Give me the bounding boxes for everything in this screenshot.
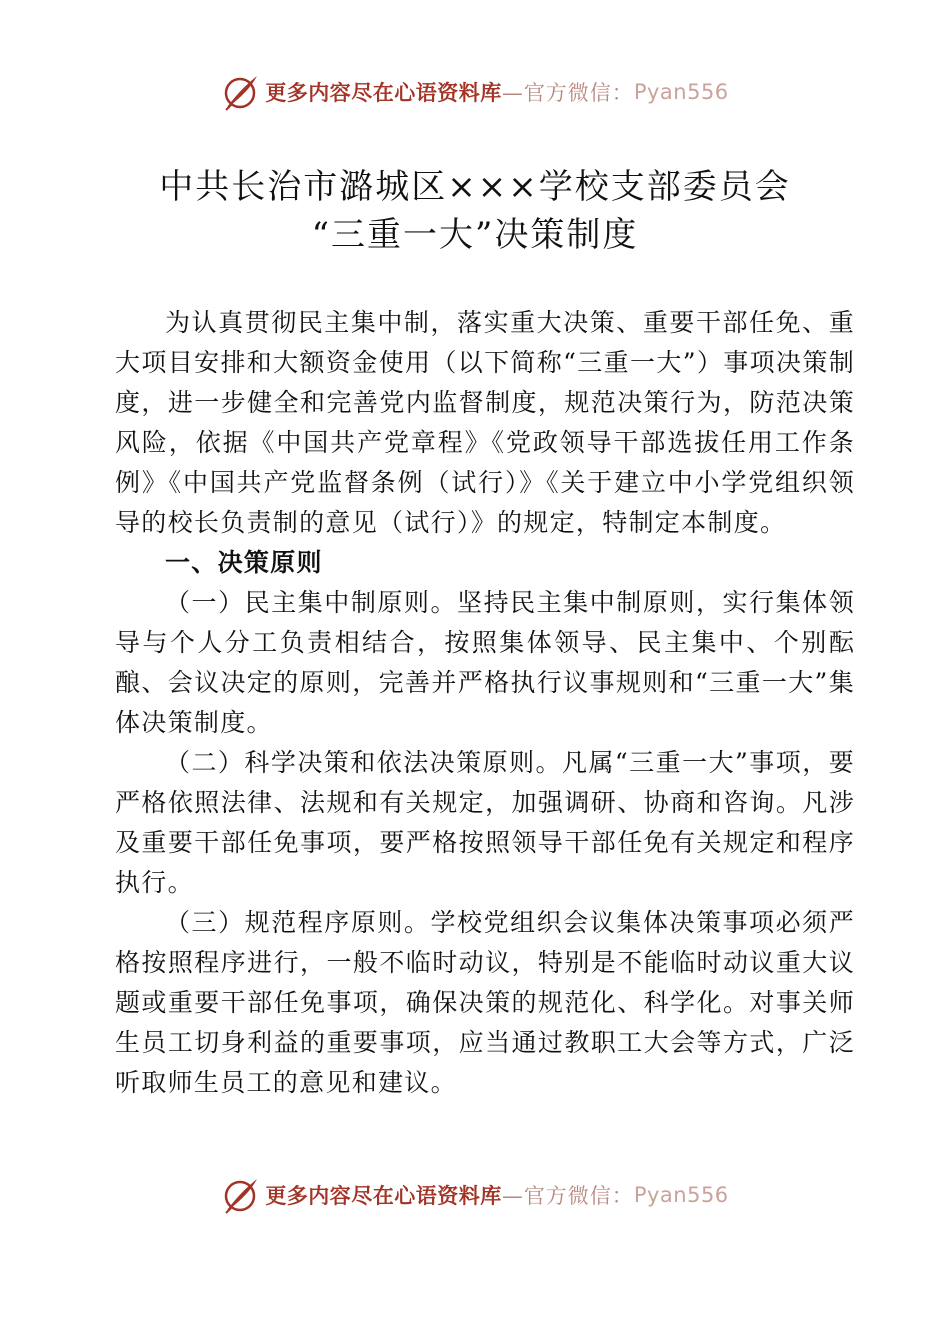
banner-main-text: 更多内容尽在心语资料库 xyxy=(265,1184,502,1208)
section-heading: 一、决策原则 xyxy=(165,548,323,577)
banner-sub-text: —官方微信： xyxy=(501,81,634,105)
document-title-line2: “三重一大”决策制度 xyxy=(311,215,639,255)
quill-logo-icon xyxy=(221,1174,263,1216)
banner-wechat-id: Pyan556 xyxy=(633,80,729,104)
quill-logo-icon xyxy=(221,71,263,113)
principle-paragraph-1: （一）民主集中制原则。坚持民主集中制原则，实行集体领导与个人分工负责相结合，按照集体领导、民主集中、个别酝酿、会议决定的原则，完善并严格执行议事规则和“三重一大”集体决策制度。 xyxy=(115,588,855,737)
footer-banner xyxy=(0,1173,950,1217)
banner-wechat-id: Pyan556 xyxy=(633,1183,729,1207)
intro-paragraph: 为认真贯彻民主集中制，落实重大决策、重要干部任免、重大项目安排和大额资金使用（以下简称“三重一大”）事项决策制度，进一步健全和完善党内监督制度，规范决策行为，防范决策风险，依据《中国共产党章程》《党政领导干部选拔任用工作条例》《中国共产党监督条例（试行）》《关于建立中小学党组织领导的校长负责制的意见（试行）》的规定，特制定本制度。 xyxy=(115,308,855,537)
banner-main-text: 更多内容尽在心语资料库 xyxy=(265,81,502,105)
document-title-line1: 中共长治市潞城区×××学校支部委员会 xyxy=(159,167,791,207)
banner-sub-text: —官方微信： xyxy=(501,1184,634,1208)
document-body xyxy=(115,303,855,1103)
principle-paragraph-3: （三）规范程序原则。学校党组织会议集体决策事项必须严格按照程序进行，一般不临时动议，特别是不能临时动议重大议题或重要干部任免事项，确保决策的规范化、科学化。对事关师生员工切身利益的重要事项，应当通过教职工大会等方式，广泛听取师生员工的意见和建议。 xyxy=(115,908,855,1097)
header-banner xyxy=(0,70,950,114)
principle-paragraph-2: （二）科学决策和依法决策原则。凡属“三重一大”事项，要严格依照法律、法规和有关规定，加强调研、协商和咨询。凡涉及重要干部任免事项，要严格按照领导干部任免有关规定和程序执行。 xyxy=(115,748,855,897)
